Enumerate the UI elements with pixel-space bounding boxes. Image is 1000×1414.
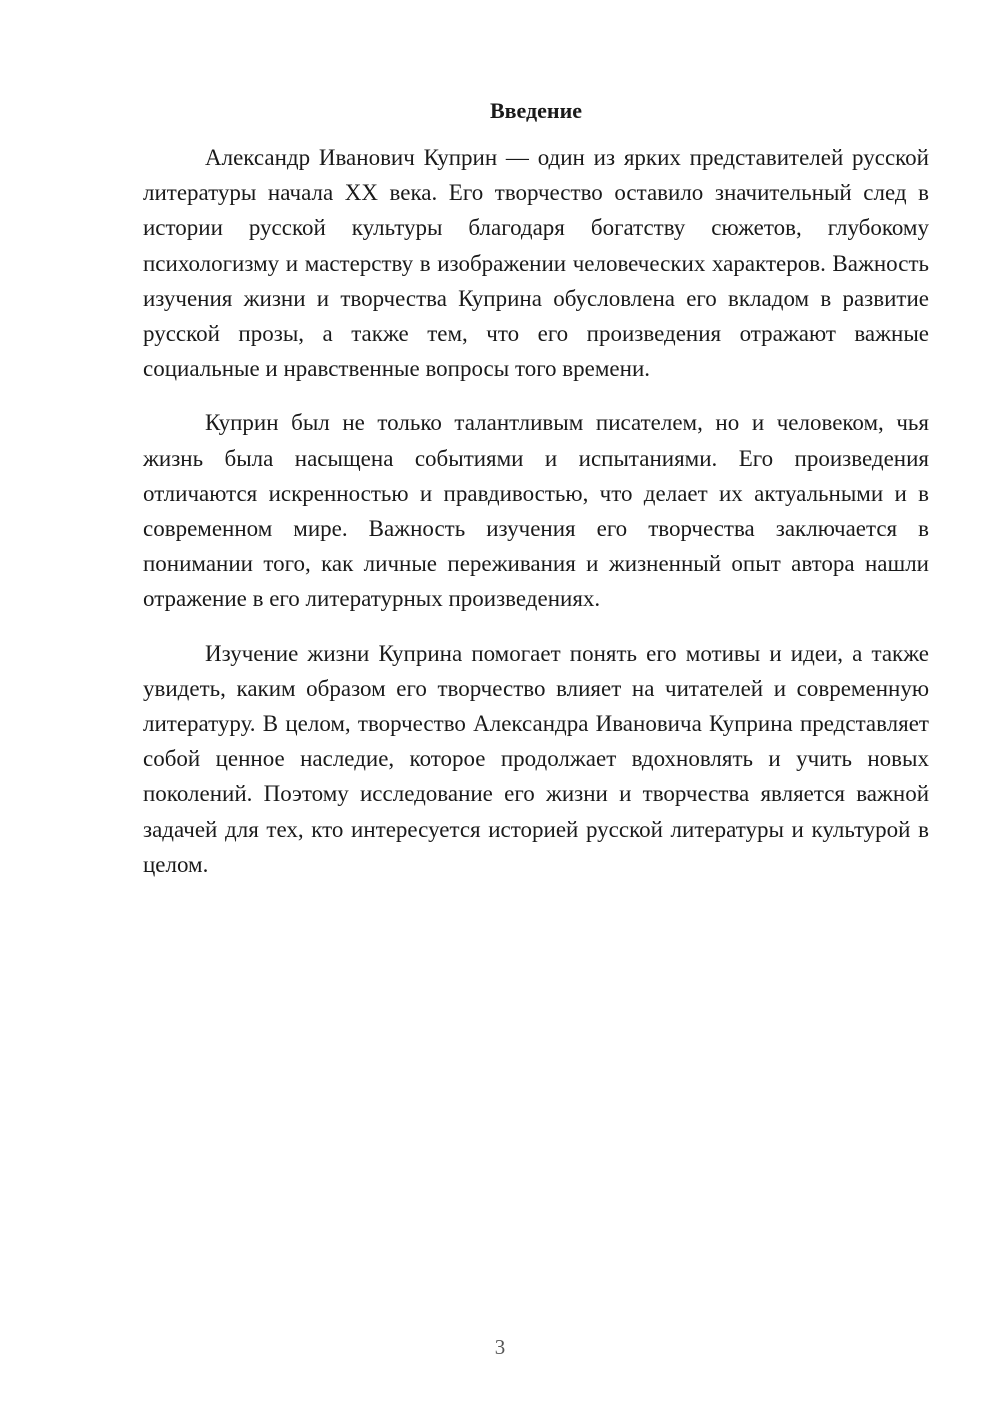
- section-heading: Введение: [489, 98, 583, 123]
- page-number: 3: [494, 1335, 506, 1359]
- paragraph-3: Изучение жизни Куприна помогает понять его мотивы и идеи, а также увидеть, каким образом его творчество влияет на читателей и современную литературу. В целом, творчество Александра Ивановича Куприна представляет собой ценное наследие, которое продолжает вдохновлять и учить новых поколений. Поэтому исследование его жизни и творчества является важной задачей для тех, кто интересуется историей русской литературы и культурой в целом.: [143, 640, 929, 877]
- paragraph-1: Александр Иванович Куприн — один из ярких представителей русской литературы начала XX века. Его творчество оставило значительный след в истории русской культуры благодаря богатству сюжетов, глубокому психологизму и мастерству в изображении человеческих характеров. Важность изучения жизни и творчества Куприна обусловлена его вкладом в развитие русской прозы, а также тем, что его произведения отражают важные социальные и нравственные вопросы того времени.: [143, 145, 929, 382]
- page-content: [143, 96, 929, 901]
- paragraph-2: Куприн был не только талантливым писателем, но и человеком, чья жизнь была насыщена событиями и испытаниями. Его произведения отличаются искренностью и правдивостью, что делает их актуальными и в современном мире. Важность изучения его творчества заключается в понимании того, как личные переживания и жизненный опыт автора нашли отражение в его литературных произведениях.: [143, 410, 929, 612]
